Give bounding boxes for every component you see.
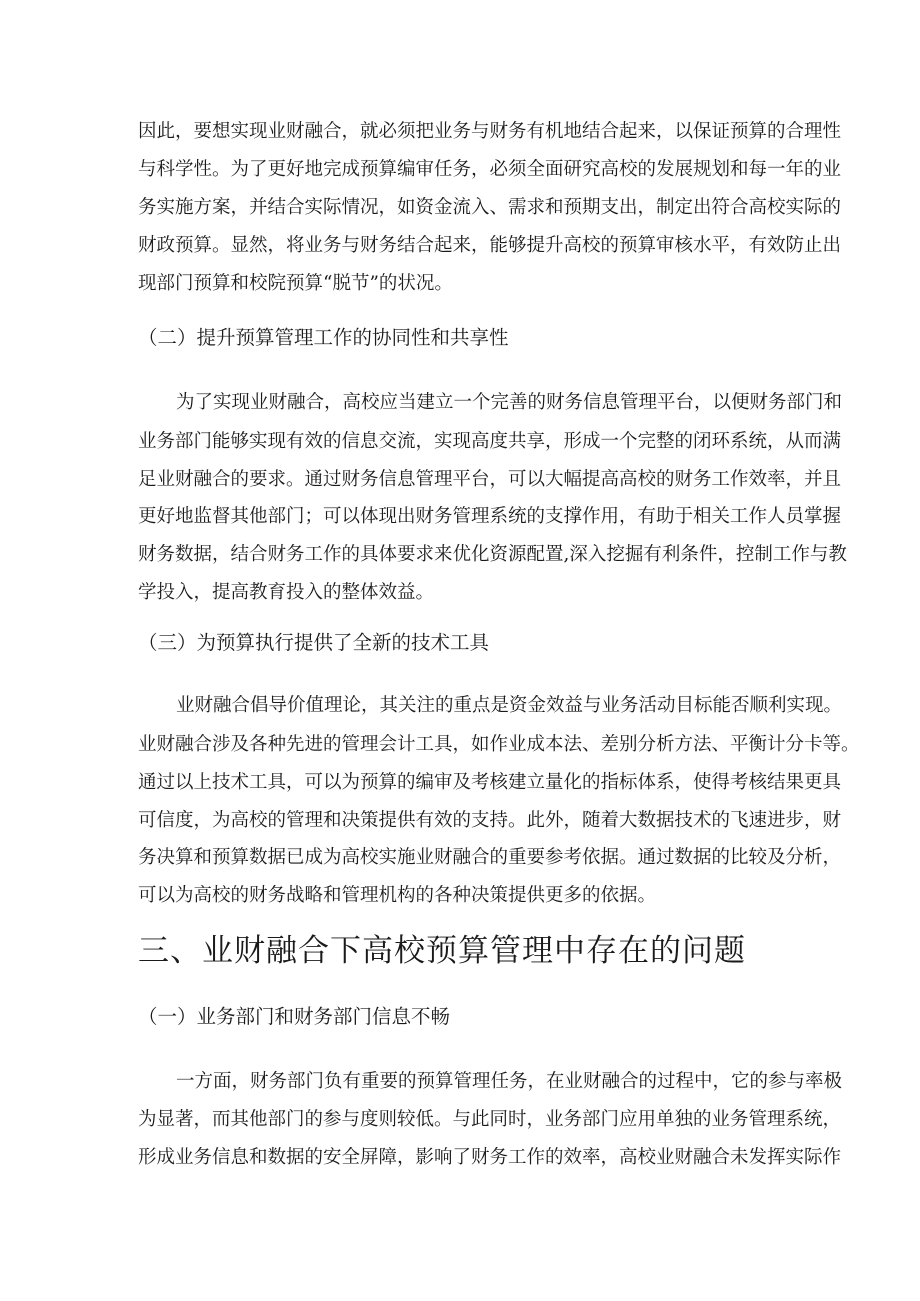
- section-heading: 三、业财融合下高校预算管理中存在的问题: [138, 933, 746, 969]
- paragraph-line: 业务部门能够实现有效的信息交流，实现高度共享，形成一个完整的闭环系统，从而满: [138, 431, 842, 452]
- paragraph-line: 一方面，财务部门负有重要的预算管理任务，在业财融合的过程中，它的参与率极: [176, 1071, 843, 1092]
- paragraph-line: 为显著，而其他部门的参与度则较低。与此同时，业务部门应用单独的业务管理系统，: [138, 1109, 842, 1130]
- paragraph-line: 为了实现业财融合，高校应当建立一个完善的财务信息管理平台，以便财务部门和: [176, 392, 843, 413]
- paragraph-line: 通过以上技术工具，可以为预算的编审及考核建立量化的指标体系，使得考核结果更具: [138, 772, 842, 793]
- paragraph-line: 务实施方案，并结合实际情况，如资金流入、需求和预期支出，制定出符合高校实际的: [138, 197, 842, 218]
- paragraph-line: 现部门预算和校院预算“脱节”的状况。: [138, 273, 453, 294]
- paragraph-line: 业财融合涉及各种先进的管理会计工具，如作业成本法、差别分析方法、平衡计分卡等。: [138, 734, 860, 755]
- paragraph-line: 学投入，提高教育投入的整体效益。: [138, 582, 435, 603]
- paragraph-line: 财务数据，结合财务工作的具体要求来优化资源配置,深入挖掘有利条件，控制工作与教: [138, 544, 847, 565]
- paragraph-line: 形成业务信息和数据的安全屏障，影响了财务工作的效率，高校业财融合未发挥实际作: [138, 1147, 842, 1168]
- paragraph-line: 更好地监督其他部门；可以体现出财务管理系统的支撑作用，有助于相关工作人员掌握: [138, 506, 842, 527]
- paragraph-line: 与科学性。为了更好地完成预算编审任务，必须全面研究高校的发展规划和每一年的业: [138, 159, 842, 180]
- section-subheading: （一）业务部门和财务部门信息不畅: [138, 1005, 451, 1028]
- section-subheading: （二）提升预算管理工作的协同性和共享性: [138, 326, 509, 349]
- section-subheading: （三）为预算执行提供了全新的技术工具: [138, 631, 490, 654]
- paragraph-line: 足业财融合的要求。通过财务信息管理平台，可以大幅提高高校的财务工作效率，并且: [138, 469, 842, 490]
- paragraph-line: 业财融合倡导价值理论，其关注的重点是资金效益与业务活动目标能否顺利实现。: [176, 695, 843, 716]
- paragraph-line: 务决算和预算数据已成为高校实施业财融合的重要参考依据。通过数据的比较及分析，: [138, 847, 842, 868]
- paragraph-line: 因此，要想实现业财融合，就必须把业务与财务有机地结合起来，以保证预算的合理性: [138, 121, 842, 142]
- paragraph-line: 财政预算。显然，将业务与财务结合起来，能够提升高校的预算审核水平，有效防止出: [138, 235, 842, 256]
- paragraph-line: 可信度，为高校的管理和决策提供有效的支持。此外，随着大数据技术的飞速进步，财: [138, 810, 842, 831]
- paragraph-line: 可以为高校的财务战略和管理机构的各种决策提供更多的依据。: [138, 885, 657, 906]
